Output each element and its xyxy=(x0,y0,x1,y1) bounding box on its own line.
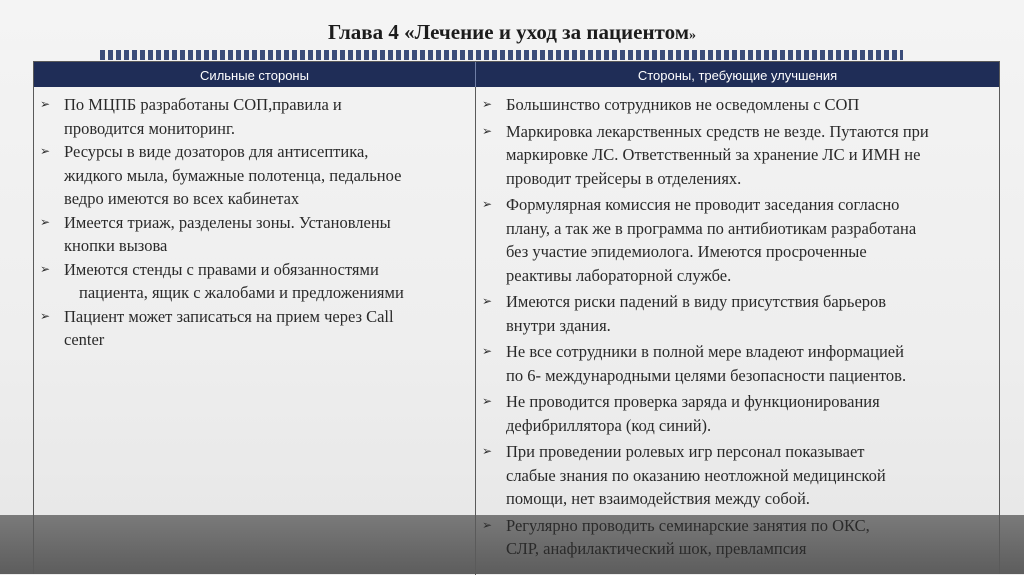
list-item xyxy=(482,340,994,387)
slide-title-close-quote: » xyxy=(689,28,697,43)
list-item-line: слабые знания по оказанию неотложной медицинской xyxy=(506,465,886,485)
arrow-bullet-icon: ➢ xyxy=(482,517,493,532)
arrow-bullet-icon: ➢ xyxy=(40,308,51,323)
arrow-bullet-icon: ➢ xyxy=(40,261,51,276)
strengths-list xyxy=(40,93,468,352)
list-item-line: Не проводится проверка заряда и функционирования xyxy=(506,392,880,411)
arrow-bullet-icon: ➢ xyxy=(482,344,493,358)
list-item-line: по 6- международными целями безопасности пациентов. xyxy=(506,365,907,385)
list-item xyxy=(482,120,994,191)
list-item xyxy=(482,93,994,117)
list-item xyxy=(482,514,994,561)
list-item-line: ведро имеются во всех кабинетах xyxy=(64,189,300,208)
list-item-line: помощи, нет взаимодействия между собой. xyxy=(506,489,810,508)
list-item-line: реактивы лабораторной службе. xyxy=(506,265,732,285)
table-header-row xyxy=(34,62,999,87)
list-item-line: Регулярно проводить семинарские занятия по ОКС, xyxy=(506,515,870,535)
list-item xyxy=(40,211,468,258)
arrow-bullet-icon: ➢ xyxy=(482,294,493,308)
list-item-line: Имеется триаж, разделены зоны. Установлены xyxy=(64,212,391,232)
list-item-line: плану, а так же в программа по антибиотикам разработана xyxy=(506,218,917,238)
header-strengths: Сильные стороны xyxy=(200,68,309,83)
list-item xyxy=(482,193,994,287)
strengths-column xyxy=(40,93,468,352)
list-item-line: пациента, ящик с жалобами и предложениями xyxy=(79,283,404,302)
list-item-line: Имеются риски падений в виду присутствия барьеров xyxy=(506,292,887,311)
list-item xyxy=(482,440,994,511)
list-item-line: дефибриллятора (код синий). xyxy=(506,415,712,435)
list-item-line: Не все сотрудники в полной мере владеют информацией xyxy=(506,342,904,361)
list-item-line: Пациент может записаться на прием через Call xyxy=(64,306,394,326)
list-item xyxy=(40,140,468,211)
list-item-line: Большинство сотрудников не осведомлены с СОП xyxy=(506,95,860,114)
list-item-line: СЛР, анафилактический шок, превлампсия xyxy=(506,539,807,558)
column-divider xyxy=(475,87,476,575)
list-item-line: проводится мониторинг. xyxy=(64,118,235,138)
list-item-line: center xyxy=(64,330,105,349)
slide-title xyxy=(0,20,1024,45)
arrow-bullet-icon: ➢ xyxy=(40,144,51,158)
list-item-line: При проведении ролевых игр персонал показывает xyxy=(506,442,865,461)
arrow-bullet-icon: ➢ xyxy=(40,214,51,229)
list-item-line: без участие эпидемиолога. Имеются просроченные xyxy=(506,242,867,261)
arrow-bullet-icon: ➢ xyxy=(482,123,493,138)
arrow-bullet-icon: ➢ xyxy=(482,197,493,211)
improvements-column xyxy=(482,93,994,564)
list-item-line: По МЦПБ разработаны СОП,правила и xyxy=(64,95,342,114)
slide-title-text: Глава 4 «Лечение и уход за пациентом xyxy=(327,20,690,44)
list-item-line: Имеются стенды с правами и обязанностями xyxy=(64,259,379,279)
decorative-stripe xyxy=(100,50,903,60)
list-item xyxy=(40,305,468,352)
comparison-table xyxy=(33,61,1000,574)
list-item-line: Маркировка лекарственных средств не везде. Путаются при xyxy=(506,121,929,141)
arrow-bullet-icon: ➢ xyxy=(40,97,51,111)
list-item xyxy=(482,290,994,337)
arrow-bullet-icon: ➢ xyxy=(482,394,493,408)
improvements-list xyxy=(482,93,994,561)
list-item-line: Формулярная комиссия не проводит заседания согласно xyxy=(506,195,900,214)
arrow-bullet-icon: ➢ xyxy=(482,97,493,111)
list-item-line: проводит трейсеры в отделениях. xyxy=(506,168,742,188)
list-item-line: Ресурсы в виде дозаторов для антисептика, xyxy=(64,142,369,161)
list-item xyxy=(482,390,994,437)
list-item xyxy=(40,93,468,140)
list-item-line: внутри здания. xyxy=(506,315,611,335)
list-item-line: маркировке ЛС. Ответственный за хранение ЛС и ИМН не xyxy=(506,145,921,164)
arrow-bullet-icon: ➢ xyxy=(482,444,493,458)
list-item xyxy=(40,258,468,305)
header-divider xyxy=(475,62,476,87)
list-item-line: жидкого мыла, бумажные полотенца, педальное xyxy=(64,165,402,185)
list-item-line: кнопки вызова xyxy=(64,236,168,255)
header-improvements: Стороны, требующие улучшения xyxy=(637,68,838,83)
